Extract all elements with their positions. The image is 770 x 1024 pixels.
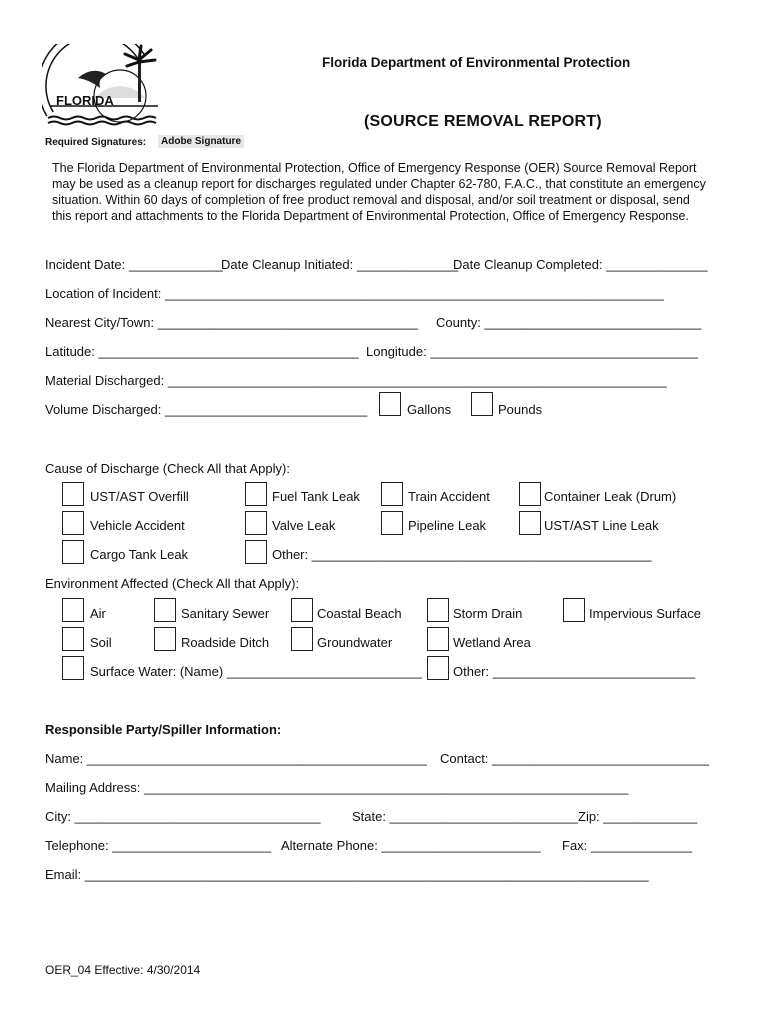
required-signatures-value[interactable]: Adobe Signature bbox=[158, 135, 244, 148]
pounds-checkbox[interactable] bbox=[471, 392, 493, 416]
county-field[interactable]: County: ______________________________ bbox=[436, 315, 702, 330]
email-field[interactable]: Email: ______________________________________________________________________________ bbox=[45, 867, 649, 882]
vehicle-accident-label: Vehicle Accident bbox=[90, 518, 185, 533]
fuel-tank-leak-label: Fuel Tank Leak bbox=[272, 489, 360, 504]
form-footer: OER_04 Effective: 4/30/2014 bbox=[45, 963, 201, 977]
intro-line: The Florida Department of Environmental Protection, Office of Emergency Response (OER) Source Removal Report bbox=[52, 161, 697, 175]
nearest-city-field[interactable]: Nearest City/Town: ____________________________________ bbox=[45, 315, 418, 330]
location-field[interactable]: Location of Incident: _____________________________________________________________________ bbox=[45, 286, 664, 301]
cleanup-completed-field[interactable]: Date Cleanup Completed: ______________ bbox=[453, 257, 708, 272]
longitude-field[interactable]: Longitude: _____________________________________ bbox=[366, 344, 698, 359]
vehicle-accident-checkbox[interactable] bbox=[62, 511, 84, 535]
environment-other-field[interactable]: Other: ____________________________ bbox=[453, 664, 696, 679]
soil-label: Soil bbox=[90, 635, 112, 650]
alternate-phone-field[interactable]: Alternate Phone: ______________________ bbox=[281, 838, 541, 853]
ust-ast-line-leak-checkbox[interactable] bbox=[519, 511, 541, 535]
roadside-ditch-label: Roadside Ditch bbox=[181, 635, 270, 650]
latitude-field[interactable]: Latitude: ____________________________________ bbox=[45, 344, 359, 359]
cargo-tank-leak-label: Cargo Tank Leak bbox=[90, 547, 189, 562]
party-contact-field[interactable]: Contact: ______________________________ bbox=[440, 751, 709, 766]
soil-checkbox[interactable] bbox=[62, 627, 84, 651]
surface-water-checkbox[interactable] bbox=[62, 656, 84, 680]
container-leak-checkbox[interactable] bbox=[519, 482, 541, 506]
volume-field[interactable]: Volume Discharged: ____________________________ bbox=[45, 402, 368, 417]
ust-ast-overfill-checkbox[interactable] bbox=[62, 482, 84, 506]
roadside-ditch-checkbox[interactable] bbox=[154, 627, 176, 651]
cargo-tank-leak-checkbox[interactable] bbox=[62, 540, 84, 564]
air-checkbox[interactable] bbox=[62, 598, 84, 622]
party-name-field[interactable]: Name: _______________________________________________ bbox=[45, 751, 427, 766]
cause-other-checkbox[interactable] bbox=[245, 540, 267, 564]
sanitary-sewer-label: Sanitary Sewer bbox=[181, 606, 270, 621]
storm-drain-checkbox[interactable] bbox=[427, 598, 449, 622]
train-accident-checkbox[interactable] bbox=[381, 482, 403, 506]
telephone-field[interactable]: Telephone: ______________________ bbox=[45, 838, 272, 853]
zip-field[interactable]: Zip: _____________ bbox=[578, 809, 698, 824]
cause-other-field[interactable]: Other: _______________________________________________ bbox=[272, 547, 652, 562]
agency-name: Florida Department of Environmental Protection bbox=[322, 55, 631, 70]
intro-line: situation. Within 60 days of completion of free product removal and disposal, and/or soil treatment or disposal, send bbox=[52, 193, 690, 207]
pounds-label: Pounds bbox=[498, 402, 543, 417]
city-field[interactable]: City: __________________________________ bbox=[45, 809, 321, 824]
ust-ast-overfill-label: UST/AST Overfill bbox=[90, 489, 189, 504]
sanitary-sewer-checkbox[interactable] bbox=[154, 598, 176, 622]
environment-heading: Environment Affected (Check All that Apply): bbox=[45, 576, 300, 591]
storm-drain-label: Storm Drain bbox=[453, 606, 523, 621]
intro-paragraph bbox=[52, 160, 722, 224]
florida-dep-logo bbox=[42, 44, 162, 126]
intro-line: this report and attachments to the Florida Department of Environmental Protection, Office of Emergency Response. bbox=[52, 209, 689, 223]
svg-text:FLORIDA: FLORIDA bbox=[56, 93, 114, 108]
wetland-area-label: Wetland Area bbox=[453, 635, 531, 650]
fax-field[interactable]: Fax: ______________ bbox=[562, 838, 693, 853]
environment-other-checkbox[interactable] bbox=[427, 656, 449, 680]
gallons-label: Gallons bbox=[407, 402, 452, 417]
state-field[interactable]: State: __________________________ bbox=[352, 809, 578, 824]
impervious-surface-label: Impervious Surface bbox=[589, 606, 701, 621]
cleanup-initiated-field[interactable]: Date Cleanup Initiated: ______________ bbox=[221, 257, 459, 272]
ust-ast-line-leak-label: UST/AST Line Leak bbox=[544, 518, 659, 533]
valve-leak-checkbox[interactable] bbox=[245, 511, 267, 535]
material-field[interactable]: Material Discharged: _____________________________________________________________________ bbox=[45, 373, 667, 388]
valve-leak-label: Valve Leak bbox=[272, 518, 336, 533]
coastal-beach-label: Coastal Beach bbox=[317, 606, 402, 621]
air-label: Air bbox=[90, 606, 106, 621]
party-heading: Responsible Party/Spiller Information: bbox=[45, 722, 282, 737]
gallons-checkbox[interactable] bbox=[379, 392, 401, 416]
train-accident-label: Train Accident bbox=[408, 489, 490, 504]
pipeline-leak-checkbox[interactable] bbox=[381, 511, 403, 535]
coastal-beach-checkbox[interactable] bbox=[291, 598, 313, 622]
cause-heading: Cause of Discharge (Check All that Apply): bbox=[45, 461, 290, 476]
wetland-area-checkbox[interactable] bbox=[427, 627, 449, 651]
pipeline-leak-label: Pipeline Leak bbox=[408, 518, 487, 533]
required-signatures-label: Required Signatures: bbox=[45, 137, 147, 148]
incident-date-field[interactable]: Incident Date: _____________ bbox=[45, 257, 223, 272]
fuel-tank-leak-checkbox[interactable] bbox=[245, 482, 267, 506]
page-title: (SOURCE REMOVAL REPORT) bbox=[364, 113, 602, 130]
surface-water-field[interactable]: Surface Water: (Name) ___________________________ bbox=[90, 664, 422, 679]
container-leak-label: Container Leak (Drum) bbox=[544, 489, 677, 504]
mailing-address-field[interactable]: Mailing Address: ___________________________________________________________________ bbox=[45, 780, 629, 795]
groundwater-checkbox[interactable] bbox=[291, 627, 313, 651]
impervious-surface-checkbox[interactable] bbox=[563, 598, 585, 622]
groundwater-label: Groundwater bbox=[317, 635, 393, 650]
intro-line: may be used as a cleanup report for discharges regulated under Chapter 62-780, F.A.C., that constitute an emergency bbox=[52, 177, 706, 191]
